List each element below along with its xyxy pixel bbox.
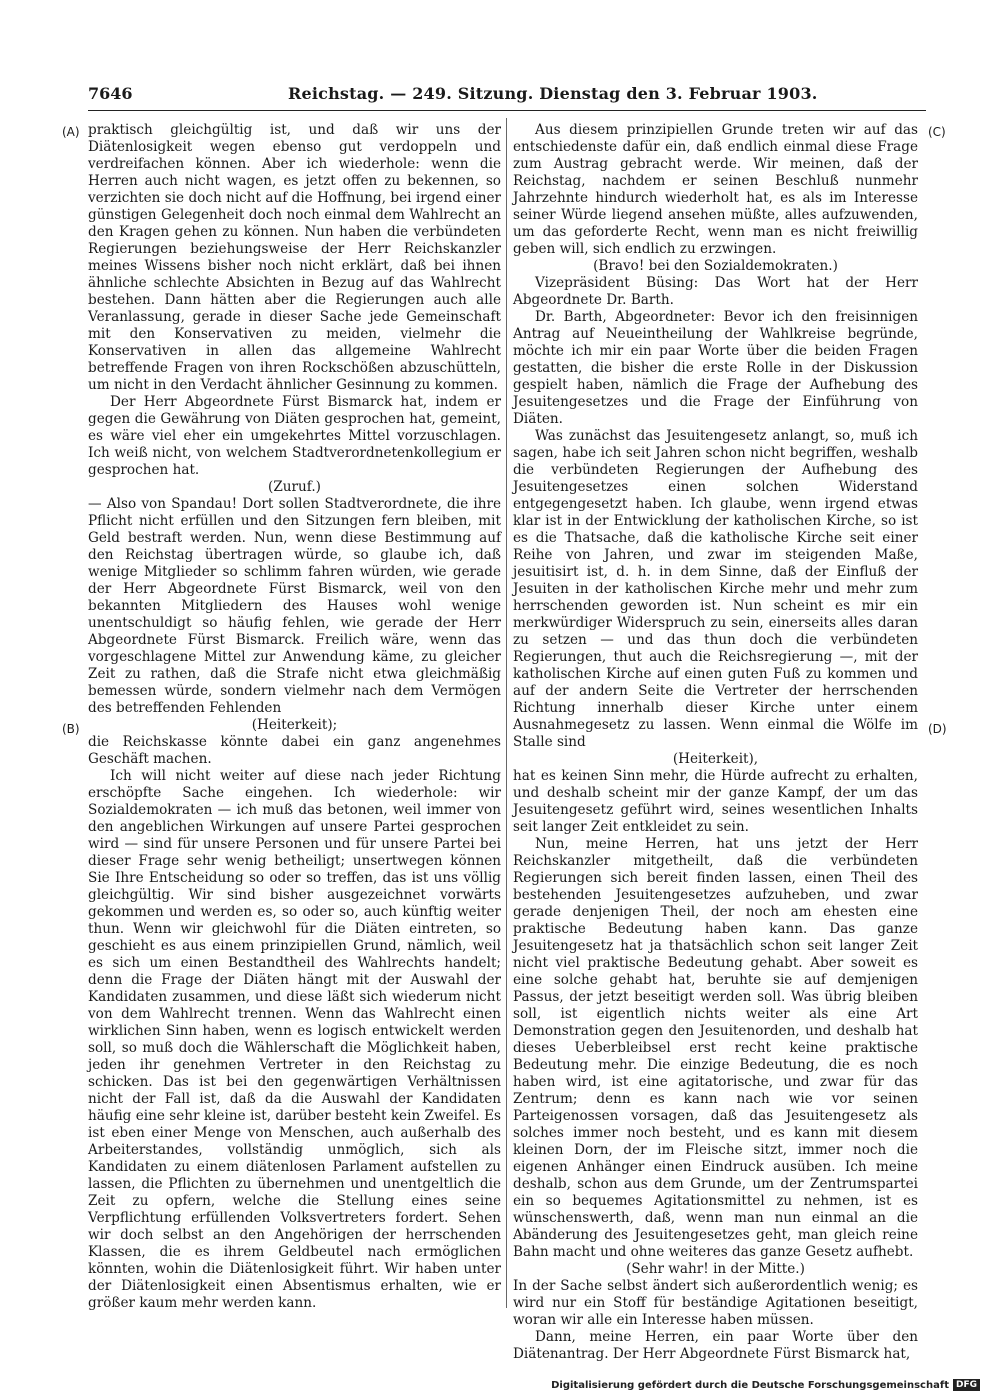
column-divider xyxy=(506,118,507,1308)
interjection: (Bravo! bei den Sozialdemokraten.) xyxy=(593,258,838,274)
paragraph: Nun, meine Herren, hat uns jetzt der Herr Reichskanzler mitgetheilt, daß die verbündeten Regierungen sich bereit finden lassen, einen Theil des bestehenden Jesuitengesetzes aufzuheben, und zwar gerade denjenigen Theil, der noch am ehesten eine praktische Bedeutung haben kann. Das ganze Jesuitengesetz hat ja thatsächlich schon seit langer Zeit nicht viel praktische Bedeutung gehabt. Aber soweit es eine solche gehabt hat, beruhte sie auf demjenigen Passus, der jetzt beseitigt werden soll. Was übrig bleiben soll, ist eigentlich nichts weiter als eine Art Demonstration gegen den Jesuitenorden, und deshalb hat dieses Ueberbleibsel erst recht keine praktische Bedeutung mehr. Die einzige Bedeutung, die es noch haben wird, ist eine agitatorische, und zwar für das Zentrum; denn es kann nach wie vor seinen Parteigenossen vorsagen, daß das Jesuitengesetz als solches immer noch besteht, und es kann mit diesem kleinen Dorn, der im Fleische sitzt, immer noch die eigenen Anhänger einen Eindruck ausüben. Ich meine deshalb, schon aus dem Grunde, um der Zentrumspartei ein so bequemes Agitationsmittel zu nehmen, ist es wünschenswerth, daß, wenn man nun einmal an die Abänderung des Jesuitengesetzes geht, man gleich reine Bahn macht und ohne weiteres das ganze Gesetz aufhebt. xyxy=(513,836,918,1260)
interjection: (Heiterkeit); xyxy=(251,717,338,733)
running-title: Reichstag. — 249. Sitzung. Dienstag den 3. Februar 1903. xyxy=(288,84,818,103)
paragraph: Dann, meine Herren, ein paar Worte über den Diätenantrag. Der Herr Abgeordnete Fürst Bismarck hat, xyxy=(513,1329,918,1362)
dfg-logo: DFG xyxy=(953,1379,980,1391)
interjection: (Sehr wahr! in der Mitte.) xyxy=(626,1261,805,1277)
paragraph: die Reichskasse könnte dabei ein ganz angenehmes Geschäft machen. xyxy=(88,734,501,767)
interjection: (Zuruf.) xyxy=(268,479,321,495)
paragraph: Ich will nicht weiter auf diese nach jeder Richtung erschöpfte Sache eingehen. Ich wiederhole: wir Sozialdemokraten — ich muß das betonen, weil immer von den angeblichen Wirkungen auf unsere Partei gesprochen wird — sind für unsere Personen und für unsere Partei bei dieser Frage sehr wenig betheiligt; unsertwegen können Sie Ihre Entscheidung so oder so treffen, das ist uns völlig gleichgültig. Wir sind bisher ausgezeichnet vorwärts gekommen und werden es, so oder so, auch künftig weiter thun. Wenn wir gleichwohl für die Diäten eintreten, so geschieht es aus einem prinzipiellen Grund, nämlich, weil es sich um einen Bestandtheil des Wahlrechts handelt; denn die Frage der Diäten hängt mit der Auswahl der Kandidaten zusammen, und diese läßt sich wiederum nicht von dem Wahlrecht trennen. Wenn das Wahlrecht einen wirklichen Sinn haben, wenn es logisch entwickelt werden soll, so muß doch die Wählerschaft die Möglichkeit haben, jeden ihr genehmen Vertreter in den Reichstag zu schicken. Das ist bei den gegenwärtigen Verhältnissen nicht der Fall ist, daß da die Auswahl der Kandidaten häufig eine sehr kleine ist, darüber besteht kein Zweifel. Es ist eben einer Menge von Menschen, auch außerhalb des Arbeiterstandes, vollständig unmöglich, sich als Kandidaten zu einem diätenlosen Parlament aufstellen zu lassen, die Pflichten zu übernehmen und unentgeltlich die Zeit zu opfern, welche die Stellung eines seine Verpflichtung erfüllenden Volksvertreters fordert. Sehen wir doch selbst an den Angehörigen der herrschenden Klassen, die es ihrem Geldbeutel nach ermöglichen könnten, wohin die Diätenlosigkeit führt. Wir haben unter der Diätenlosigkeit einen Absentismus erhalten, wie er größer kaum mehr werden kann. xyxy=(88,768,501,1311)
paragraph: Aus diesem prinzipiellen Grunde treten wir auf das entschiedenste dafür ein, daß endlich einmal diese Frage zum Austrag gebracht werde. Wir meinen, daß der Reichstag, nachdem er seinen Beschluß nunmehr Jahrzehnte hindurch wiederholt hat, es als im Interesse seiner Würde liegend ansehen müßte, alles aufzuwenden, um das geforderte Recht, wenn man es nicht freiwillig geben will, sich endlich zu erzwingen. xyxy=(513,122,918,257)
paragraph: Vizepräsident Büsing: Das Wort hat der Herr Abgeordnete Dr. Barth. xyxy=(513,275,918,308)
right-column xyxy=(513,122,918,1363)
footer xyxy=(551,1379,980,1391)
margin-marker-b: (B) xyxy=(62,722,80,736)
left-column xyxy=(88,122,501,1312)
paragraph: — Also von Spandau! Dort sollen Stadtverordnete, die ihre Pflicht nicht erfüllen und den Sitzungen fern bleiben, mit Geld bestraft werden. Nun, wenn diese Bestimmung auf den Reichstag übertragen würde, so glaube ich, daß wenige Mitglieder so schlimm fahren würden, wie gerade der Herr Abgeordnete Fürst Bismarck, weil von den bekannten Mitgliedern des Hauses wohl wenige unentschuldigt so häufig fehlen, wie gerade der Herr Abgeordnete Fürst Bismarck. Freilich wäre, wenn das vorgeschlagene Mittel zur Anwendung käme, zu gleicher Zeit zu rathen, daß die Strafe nicht etwa gleichmäßig bemessen würde, sondern vielmehr nach dem Vermögen des betreffenden Fehlenden xyxy=(88,496,501,716)
paragraph: hat es keinen Sinn mehr, die Hürde aufrecht zu erhalten, und deshalb scheint mir der ganze Kampf, der um das Jesuitengesetz geführt wird, seines wesentlichen Inhalts seit langer Zeit entkleidet zu sein. xyxy=(513,768,918,835)
paragraph: Dr. Barth, Abgeordneter: Bevor ich den freisinnigen Antrag auf Neueintheilung der Wahlkreise begründe, möchte ich mir ein paar Worte über die beiden Fragen gestatten, die bisher die erste Rolle in der Diskussion gespielt haben, nämlich die Frage der Aufhebung des Jesuitengesetzes und die Frage der Einführung von Diäten. xyxy=(513,309,918,427)
paragraph: Was zunächst das Jesuitengesetz anlangt, so, muß ich sagen, habe ich seit Jahren schon nicht begriffen, weshalb die verbündeten Regierungen der Aufhebung des Jesuitengesetzes einen solchen Widerstand entgegengesetzt haben. Ich glaube, wenn irgend etwas klar ist in der Entwicklung der katholischen Kirche, so ist es die Thatsache, daß die katholische Kirche seit einer Reihe von Jahren, und zwar im steigenden Maße, jesuitisirt ist, d. h. in dem Sinne, daß der Einfluß der Jesuiten in der katholischen Kirche mehr und mehr zum herrschenden geworden ist. Nun scheint es mir ein merkwürdiger Widerspruch zu sein, einerseits alles daran zu setzen — und das thun doch die verbündeten Regierungen, thut auch die Reichsregierung —, mit der katholischen Kirche auf einen guten Fuß zu kommen und auf der andern Seite die Vertreter der herrschenden Richtung innerhalb dieser Kirche unter einem Ausnahmegesetz zu lassen. Wenn einmal die Wölfe im Stalle sind xyxy=(513,428,918,750)
margin-marker-d: (D) xyxy=(928,722,947,736)
footer-text: Digitalisierung gefördert durch die Deutsche Forschungsgemeinschaft xyxy=(551,1379,949,1391)
header-rule xyxy=(88,110,926,111)
margin-marker-c: (C) xyxy=(928,125,946,139)
page-header xyxy=(88,84,926,106)
paragraph: Der Herr Abgeordnete Fürst Bismarck hat, indem er gegen die Gewährung von Diäten gesprochen hat, gemeint, es wäre viel eher ein umgekehrtes Mittel vorzuschlagen. Ich weiß nicht, von welchem Stadtverordnetenkollegium er gesprochen hat. xyxy=(88,394,501,478)
paragraph: In der Sache selbst ändert sich außerordentlich wenig; es wird nur ein Stoff für beständige Agitationen beseitigt, woran wir alle ein Interesse haben müssen. xyxy=(513,1278,918,1328)
interjection: (Heiterkeit), xyxy=(672,751,759,767)
paragraph: praktisch gleichgültig ist, und daß wir uns der Diätenlosigkeit wegen ebenso gut verdoppeln und verdreifachen können. Aber ich wiederhole: wenn die Herren auch nicht wagen, es jetzt offen zu bekennen, so verzichten sie doch nicht auf die Hoffnung, bei irgend einer günstigen Gelegenheit doch noch einmal dem Wahlrecht an den Kragen gehen zu können. Nun haben die verbündeten Regierungen beziehungsweise der Herr Reichskanzler meines Wissens bisher noch nicht erklärt, daß bei ihnen ähnliche schlechte Absichten in Bezug auf das Wahlrecht bestehen. Dann hätten aber die Regierungen auch alle Veranlassung, gerade in dieser Sache jede Gemeinschaft mit den Konservativen zu meiden, vielmehr die Konservativen in allen das allgemeine Wahlrecht betreffende Fragen von ihren Rockschößen abzuschütteln, um nicht in den Verdacht ähnlicher Gesinnung zu kommen. xyxy=(88,122,501,393)
margin-marker-a: (A) xyxy=(62,125,80,139)
page-number: 7646 xyxy=(88,84,133,103)
